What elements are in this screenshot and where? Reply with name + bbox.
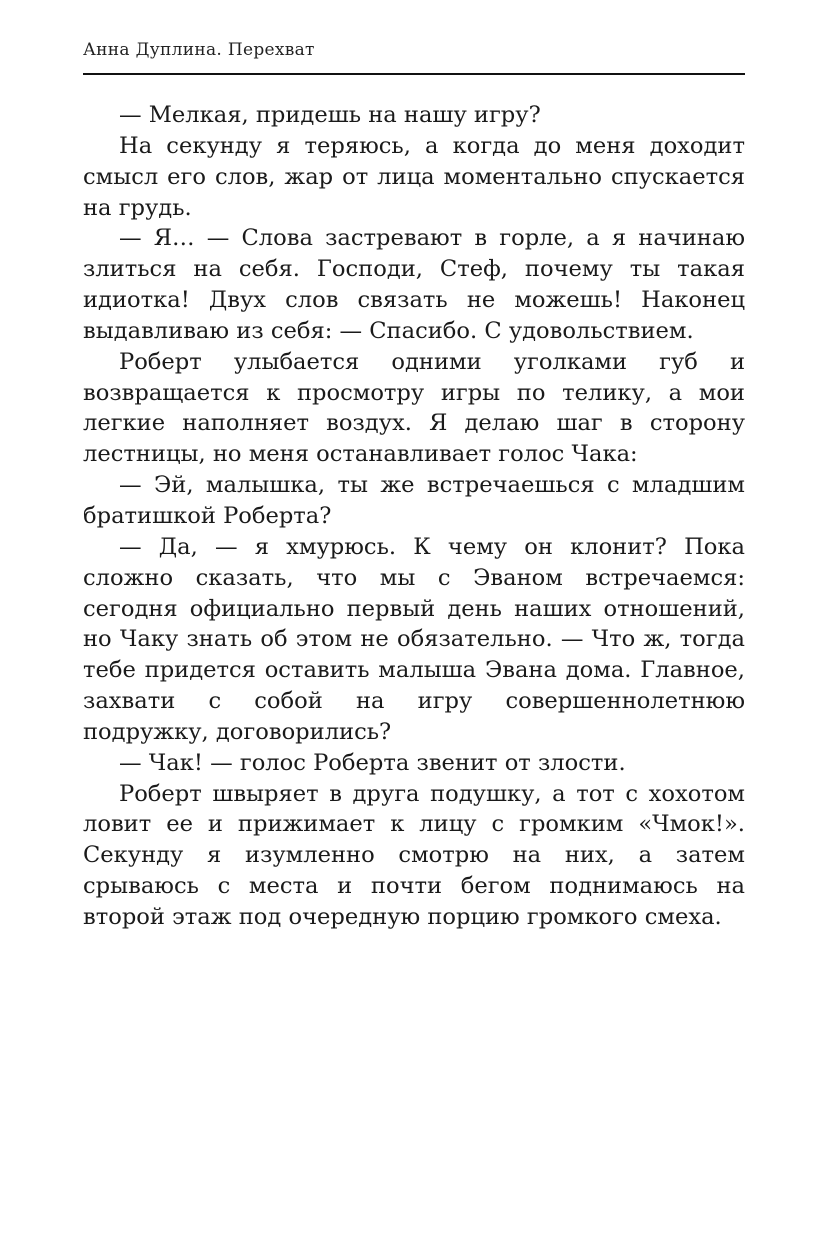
paragraph: — Мелкая, придешь на нашу игру? — [119, 102, 541, 128]
paragraph: — Да, — я хмурюсь. К чему он клонит? Пока сложно сказать, что мы с Эваном встречаемся: сегодня официально первый день наших отношений, но Чаку знать об этом не обязательно. — Что ж, тогда тебе придется оставить малыша Эвана дома. Главное, захвати с собой на игру совершеннолетнюю подружку, договорились? — [83, 533, 745, 745]
paragraph: — Эй, малышка, ты же встречаешься с младшим братишкой Роберта? — [83, 472, 745, 529]
header-rule — [83, 73, 745, 75]
running-header: Анна Дуплина. Перехват — [83, 40, 315, 60]
paragraph: Роберт швыряет в друга подушку, а тот с хохотом ловит ее и прижимает к лицу с громким «Чмок!». Секунду я изумленно смотрю на них, а затем срываюсь с места и почти бегом поднимаюсь на второй этаж под очередную порцию громкого смеха. — [83, 780, 745, 930]
paragraph: На секунду я теряюсь, а когда до меня доходит смысл его слов, жар от лица моментально спускается на грудь. — [83, 132, 745, 221]
paragraph: — Я… — Слова застревают в горле, а я начинаю злиться на себя. Господи, Стеф, почему ты такая идиотка! Двух слов связать не можешь! Наконец выдавливаю из себя: — Спасибо. С удовольствием. — [83, 225, 745, 344]
paragraph: — Чак! — голос Роберта звенит от злости. — [119, 749, 626, 776]
page-text — [83, 100, 745, 933]
paragraph: Роберт улыбается одними уголками губ и возвращается к просмотру игры по телику, а мои легкие наполняет воздух. Я делаю шаг в сторону лестницы, но меня останавливает голос Чака: — [83, 348, 745, 468]
